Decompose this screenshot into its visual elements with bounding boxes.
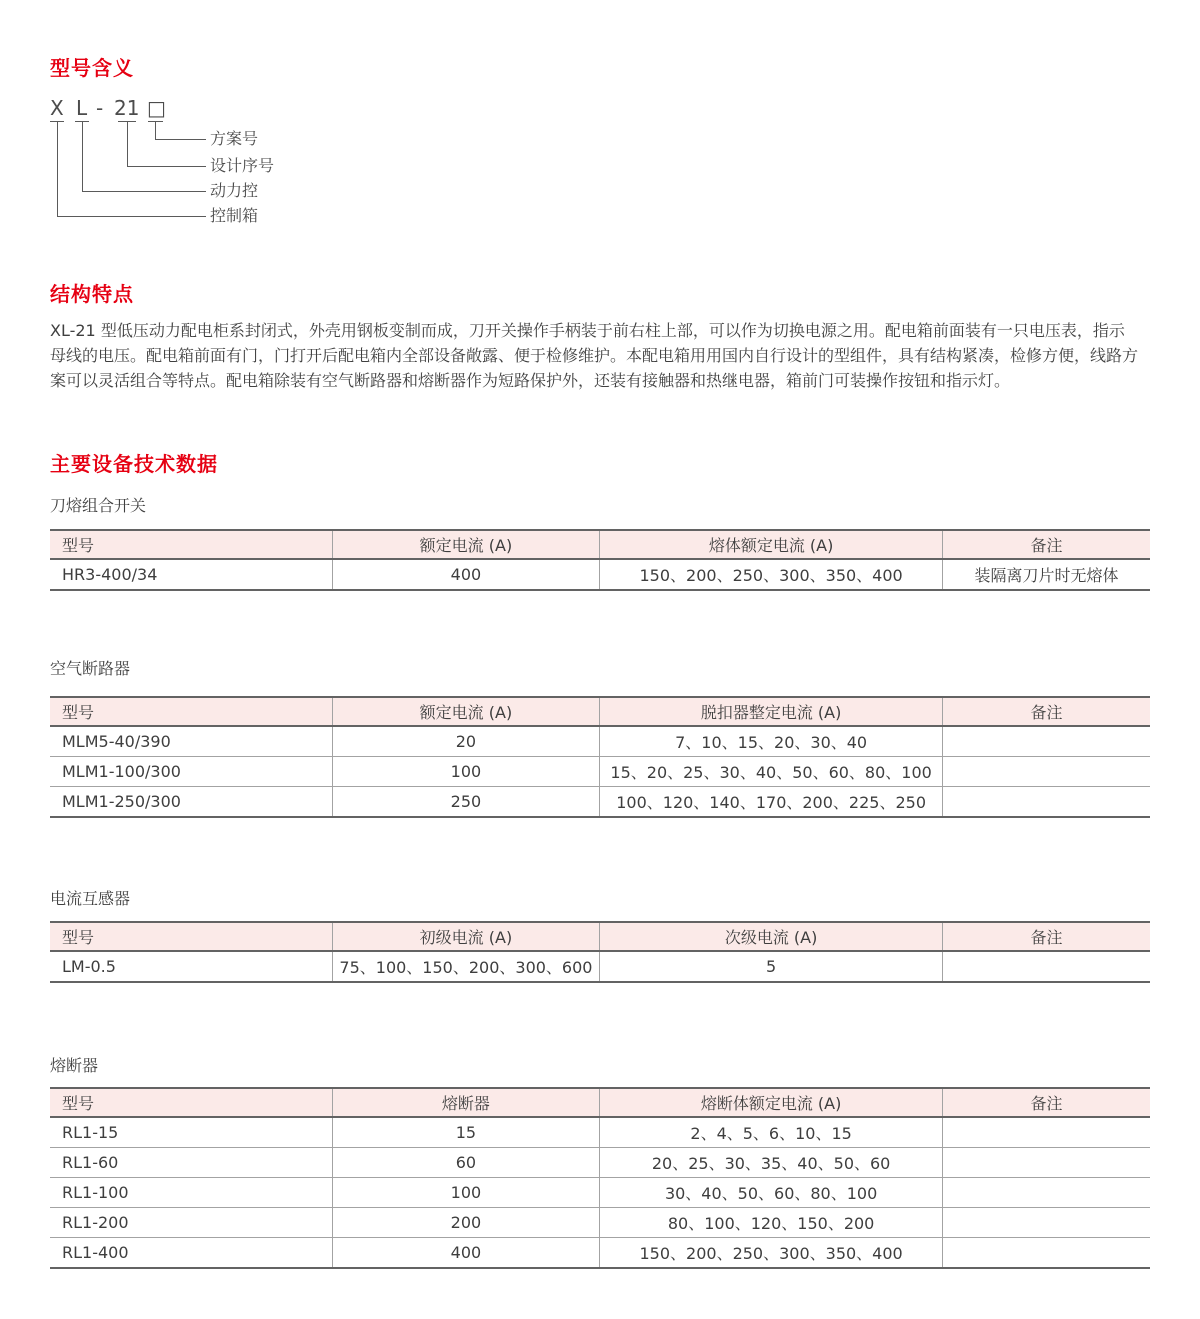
table-cell — [943, 1117, 1150, 1148]
table-cell: MLM1-250/300 — [50, 787, 332, 818]
table-cell: 400 — [332, 1238, 600, 1269]
table-cell: 75、100、150、200、300、600 — [332, 951, 600, 982]
table-cell: MLM1-100/300 — [50, 757, 332, 787]
section-title-model-meaning: 型号含义 — [50, 56, 134, 80]
table-cell — [943, 1148, 1150, 1178]
table-cell: 15、20、25、30、40、50、60、80、100 — [600, 757, 943, 787]
diagram-label-scheme-number: 方案号 — [210, 129, 259, 148]
section-title-structural-features: 结构特点 — [50, 282, 134, 306]
table-cell: 400 — [332, 559, 600, 590]
table-row — [50, 1238, 1150, 1269]
diagram-connector-line — [57, 121, 206, 217]
fuse-table — [50, 1087, 1150, 1269]
knife-fuse-switch-table — [50, 529, 1150, 591]
table-subtitle-current-transformer: 电流互感器 — [50, 889, 131, 908]
table-cell: 30、40、50、60、80、100 — [600, 1178, 943, 1208]
table-subtitle-knife-fuse-switch: 刀熔组合开关 — [50, 496, 147, 515]
table-cell: 20 — [332, 726, 600, 757]
table-cell: 15 — [332, 1117, 600, 1148]
column-header: 备注 — [943, 530, 1150, 559]
column-header: 型号 — [50, 922, 332, 951]
column-header: 备注 — [943, 1088, 1150, 1117]
diagram-label-design-serial: 设计序号 — [210, 156, 275, 175]
table-cell — [943, 951, 1150, 982]
header-row — [50, 1088, 1150, 1117]
table-cell — [943, 787, 1150, 818]
table-subtitle-fuse: 熔断器 — [50, 1056, 99, 1075]
table-cell: LM-0.5 — [50, 951, 332, 982]
model-code-part: 21 — [114, 96, 140, 120]
model-number-diagram — [0, 0, 1200, 260]
air-circuit-breaker-table — [50, 696, 1150, 818]
header-row — [50, 530, 1150, 559]
table-cell: 60 — [332, 1148, 600, 1178]
table-cell: MLM5-40/390 — [50, 726, 332, 757]
paragraph-line: 母线的电压。配电箱前面有门，门打开后配电箱内全部设备敞露、便于检修维护。本配电箱用用国内自行设计的型组件，具有结构紧凑，检修方便，线路方 — [50, 346, 1139, 365]
header-row — [50, 922, 1150, 951]
current-transformer-table — [50, 921, 1150, 983]
column-header: 熔断体额定电流 (A) — [600, 1088, 943, 1117]
table-cell: 5 — [600, 951, 943, 982]
table-row — [50, 951, 1150, 982]
table-cell: RL1-400 — [50, 1238, 332, 1269]
table-subtitle-air-circuit-breaker: 空气断路器 — [50, 659, 131, 678]
column-header: 备注 — [943, 697, 1150, 726]
diagram-label-power-control: 动力控 — [210, 181, 259, 200]
table-row — [50, 1178, 1150, 1208]
column-header: 熔断器 — [332, 1088, 600, 1117]
column-header: 型号 — [50, 1088, 332, 1117]
column-header: 额定电流 (A) — [332, 697, 600, 726]
column-header: 脱扣器整定电流 (A) — [600, 697, 943, 726]
table-row — [50, 1208, 1150, 1238]
table-cell: 250 — [332, 787, 600, 818]
table-cell: 2、4、5、6、10、15 — [600, 1117, 943, 1148]
table-cell: 20、25、30、35、40、50、60 — [600, 1148, 943, 1178]
table-cell: RL1-15 — [50, 1117, 332, 1148]
table-cell: 100、120、140、170、200、225、250 — [600, 787, 943, 818]
column-header: 熔体额定电流 (A) — [600, 530, 943, 559]
table-cell: 80、100、120、150、200 — [600, 1208, 943, 1238]
table-row — [50, 1117, 1150, 1148]
column-header: 型号 — [50, 530, 332, 559]
header-row — [50, 697, 1150, 726]
table-cell: HR3-400/34 — [50, 559, 332, 590]
table-cell — [943, 1178, 1150, 1208]
table-row — [50, 726, 1150, 757]
table-cell: RL1-100 — [50, 1178, 332, 1208]
table-cell — [943, 1208, 1150, 1238]
column-header: 额定电流 (A) — [332, 530, 600, 559]
column-header: 型号 — [50, 697, 332, 726]
table-cell: RL1-60 — [50, 1148, 332, 1178]
table-cell — [943, 757, 1150, 787]
table-row — [50, 757, 1150, 787]
table-cell — [943, 1238, 1150, 1269]
section-title-main-technical-data: 主要设备技术数据 — [50, 452, 218, 476]
features-paragraph — [50, 318, 1150, 393]
table-row — [50, 559, 1150, 590]
table-cell: 7、10、15、20、30、40 — [600, 726, 943, 757]
table-cell — [943, 726, 1150, 757]
table-row — [50, 1148, 1150, 1178]
table-cell: 200 — [332, 1208, 600, 1238]
model-code-part: □ — [147, 96, 166, 120]
paragraph-line: 案可以灵活组合等特点。配电箱除装有空气断路器和熔断器作为短路保护外，还装有接触器和热继电器，箱前门可装操作按钮和指示灯。 — [50, 371, 1011, 390]
column-header: 备注 — [943, 922, 1150, 951]
table-cell: RL1-200 — [50, 1208, 332, 1238]
diagram-label-control-box: 控制箱 — [210, 206, 259, 225]
model-code-part: - — [96, 96, 104, 120]
paragraph-line: XL-21 型低压动力配电柜系封闭式，外壳用钢板变制而成，刀开关操作手柄装于前右柱上部，可以作为切换电源之用。配电箱前面装有一只电压表，指示 — [50, 321, 1125, 340]
table-cell: 150、200、250、300、350、400 — [600, 559, 943, 590]
table-cell: 100 — [332, 1178, 600, 1208]
column-header: 次级电流 (A) — [600, 922, 943, 951]
table-cell: 装隔离刀片时无熔体 — [943, 559, 1150, 590]
table-row — [50, 787, 1150, 818]
model-code-part: L — [76, 96, 88, 120]
table-cell: 150、200、250、300、350、400 — [600, 1238, 943, 1269]
model-code-part: X — [50, 96, 64, 120]
column-header: 初级电流 (A) — [332, 922, 600, 951]
table-cell: 100 — [332, 757, 600, 787]
